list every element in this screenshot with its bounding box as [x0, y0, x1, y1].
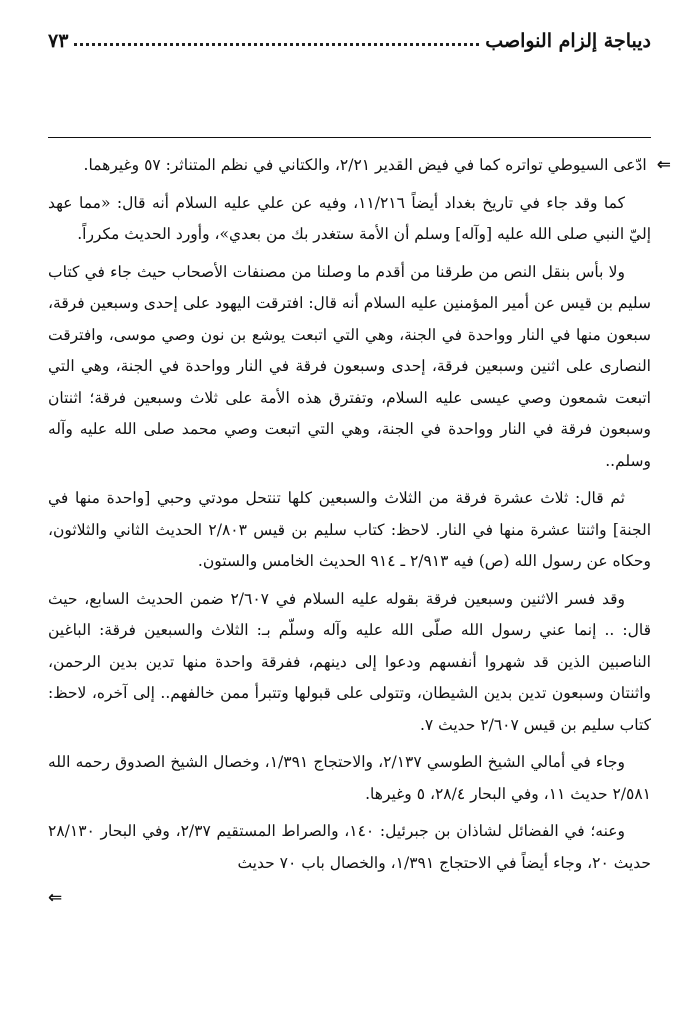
paragraph: وعنه؛ في الفضائل لشاذان بن جبرئيل: ١٤٠، والصراط المستقيم ٢/٣٧، وفي البحار ٢٨/١٣٠ حديث ٢٠، وجاء أيضاً في الاحتجاج ١/٣٩١، والخصال باب ٧٠ حديث — [48, 822, 651, 872]
paragraph: كما وقد جاء في تاريخ بغداد أيضاً ١١/٢١٦، وفيه عن علي عليه السلام أنه قال: «مما عهد إليّ النبي صلى الله عليه [وآله] وسلم أن الأمة ستغدر بك من بعدي»، وأورد الحديث مكرراً. — [48, 193, 651, 243]
paragraph: ولا بأس بنقل النص من طرقنا من أقدم ما وصلنا من مصنفات الأصحاب حيث جاء في كتاب سليم بن قيس عن أمير المؤمنين عليه السلام أنه قال: افترقت اليهود على إحدى وسبعين فرقة، سبعون منها في النار وواحدة في الجنة، وهي التي اتبعت يوشع بن نون وصي موسى، وافترقت النصارى على اثنين وسبعين فرقة، إحدى وسبعون فرقة في النار وواحدة في الجنة، وهي التي اتبعت شمعون وصي عيسى عليه السلام، وتفترق هذه الأمة على ثلاث وسبعين فرقة؛ اثنتان وسبعون فرقة في النار وواحدة في الجنة، وهي التي اتبعت وصي محمد صلى الله عليه وآله وسلم.. — [48, 262, 651, 470]
footnote-separator-line — [48, 137, 651, 138]
paragraph — [48, 150, 671, 182]
continuation-arrow-icon: ⇐ — [656, 155, 671, 175]
continuation-end — [48, 883, 651, 915]
paragraph-text: ادّعى السيوطي تواتره كما في فيض القدير ٢/٢١، والكتاني في نظم المتناثر: ٥٧ وغيرهما. — [83, 156, 647, 174]
paragraph: وجاء في أمالي الشيخ الطوسي ٢/١٣٧، والاحتجاج ١/٣٩١، وخصال الشيخ الصدوق رحمه الله ٢/٥٨١ حديث ١١، وفي البحار ٢٨/٤، ٥ وغيرها. — [48, 753, 651, 803]
paragraph: وقد فسر الاثنين وسبعين فرقة بقوله عليه السلام في ٢/٦٠٧ ضمن الحديث السابع، حيث قال: .. إنما عني رسول الله صلّى الله عليه وآله وسلّم بـ: الثلاث والسبعين فرقة: الباغين الناصبين الذين قد شهروا أنفسهم ودعوا إلى دينهم، ففرقة واحدة منها تدين بدين الرحمن، واثنتان وسبعون تدين بدين الشيطان، وتتولى على قبولها وتتبرأ ممن خالفهم.. إلى آخره، لاحظ: كتاب سليم بن قيس ٢/٦٠٧ حديث ٧. — [48, 589, 651, 734]
continuation-arrow-icon: ⇐ — [48, 888, 63, 908]
page-number: ٧٣ — [48, 30, 69, 52]
paragraph: ثم قال: ثلاث عشرة فرقة من الثلاث والسبعين كلها تنتحل مودتي وحبي [واحدة منها في الجنة] واثنتا عشرة منها في النار. لاحظ: كتاب سليم بن قيس ٢/٨٠٣ الحديث الثاني والثلاثون، وحكاه عن رسول الله (ص) فيه ٢/٩١٣ ـ ٩١٤ الحديث الخامس والستون. — [48, 489, 652, 570]
header-dotted-leader — [74, 19, 479, 46]
page-header — [48, 22, 651, 52]
page-title: ديباجة إلزام النواصب — [485, 30, 651, 52]
footnote-text — [48, 150, 671, 915]
